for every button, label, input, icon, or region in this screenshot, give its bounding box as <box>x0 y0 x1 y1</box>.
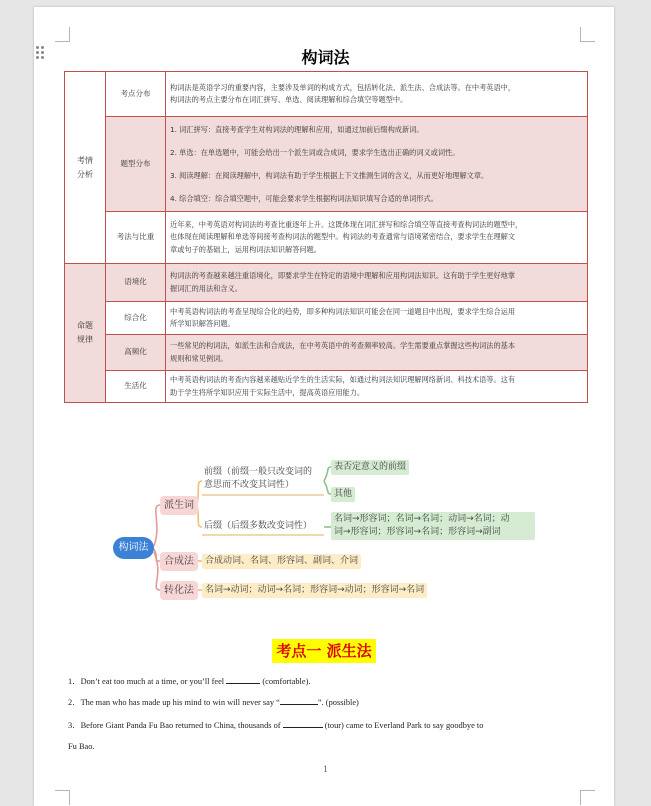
mindmap-prefix: 前缀（前缀一般只改变词的 意思而不改变其词性） <box>204 467 313 490</box>
row-label: 题型分布 <box>106 117 166 212</box>
row-label: 高频化 <box>106 335 166 371</box>
row-label: 综合化 <box>106 302 166 335</box>
answer-blank[interactable] <box>226 674 260 684</box>
row-content: 构词法的考查越来越注重语境化，即要求学生在特定的语境中理解和应用构词法知识。这有助于学生更好地掌 握词汇的用法和含义。 <box>166 264 588 302</box>
mindmap-suffix-detail: 名词→形容词；名词→名词；动词→名词；动 词→形容词；形容词→名词；形容词→副词 <box>331 512 535 540</box>
mindmap-conversion: 转化法 <box>160 581 198 600</box>
row-content: 1. 词汇拼写：直接考查学生对构词法的理解和应用，如通过加前后缀构成新词。 2. 单选：在单选题中，可能会给出一个派生词或合成词，要求学生选出正确的词义或词性。 3. 阅读理解：在阅读理解中，构词法有助于学生根据上下文推测生词的含义，从而更好地理解文章。 4. 综合填空：综合填空题中，可能会要求学生根据构词法知识填写合适的单词形式。 <box>166 117 588 212</box>
row-content: 一些常见的构词法，如派生法和合成法，在中考英语中的考查频率较高。学生需要重点掌握这些构词法的基本 规则和常见例词。 <box>166 335 588 371</box>
mindmap-derivation: 派生词 <box>160 496 198 515</box>
question-1: 1．Don’t eat too much at a time, or you’ll feel (comfortable). <box>68 674 310 688</box>
mindmap-compound-detail: 合成动词、名词、形容词、副词、介词 <box>202 554 361 569</box>
mindmap-other-prefix: 其他 <box>331 487 355 502</box>
answer-blank[interactable] <box>280 695 318 705</box>
mindmap-suffix: 后缀（后缀多数改变词性） <box>204 521 313 531</box>
row-content: 中考英语构词法的考查呈现综合化的趋势，即多种构词法知识可能会在同一道题目中出现，要求学生综合运用 所学知识解答问题。 <box>166 302 588 335</box>
section-heading: 考点一 派生法 <box>272 639 376 663</box>
mindmap-negative-prefix: 表否定意义的前缀 <box>331 460 409 475</box>
question-2: 2．The man who has made up his mind to win will never say “ ”. (possible) <box>68 695 359 709</box>
mindmap-root: 构词法 <box>113 537 154 559</box>
row-label: 生活化 <box>106 371 166 403</box>
row-label: 考点分布 <box>106 72 166 117</box>
row-label: 考法与比重 <box>106 212 166 264</box>
answer-blank[interactable] <box>283 718 323 728</box>
row-label: 语境化 <box>106 264 166 302</box>
page-number: 1 <box>323 764 328 774</box>
question-3-continuation: Fu Bao. <box>68 742 95 751</box>
row-content: 构词法是英语学习的重要内容，主要涉及单词的构成方式，包括转化法、派生法、合成法等。在中考英语中， 构词法的考点主要分布在词汇拼写、单选、阅读理解和综合填空等题型中。 <box>166 72 588 117</box>
mindmap-compound: 合成法 <box>160 552 198 571</box>
category-cell-rules: 命题 规律 <box>65 264 106 403</box>
page-title: 构词法 <box>301 48 350 67</box>
row-content: 中考英语构词法的考查内容越来越贴近学生的生活实际，如通过构词法知识理解网络新词、科技术语等。这有 助于学生将所学知识应用于实际生活中，提高英语应用能力。 <box>166 371 588 403</box>
mindmap-conversion-detail: 名词→动词；动词→名词；形容词→动词；形容词→名词 <box>202 583 427 598</box>
category-cell-analysis: 考情 分析 <box>65 72 106 264</box>
question-3: 3．Before Giant Panda Fu Bao returned to China, thousands of (tour) came to Everland Park to say goodbye to <box>68 718 578 732</box>
row-content: 近年来，中考英语对构词法的考查比重逐年上升。这既体现在词汇拼写和综合填空等直接考查构词法的题型中， 也体现在阅读理解和单选等间接考查构词法的题型中。构词法的考查通常与语境紧密结合，要求学生在理解文 章或句子的基础上，运用构词法知识解答问题。 <box>166 212 588 264</box>
